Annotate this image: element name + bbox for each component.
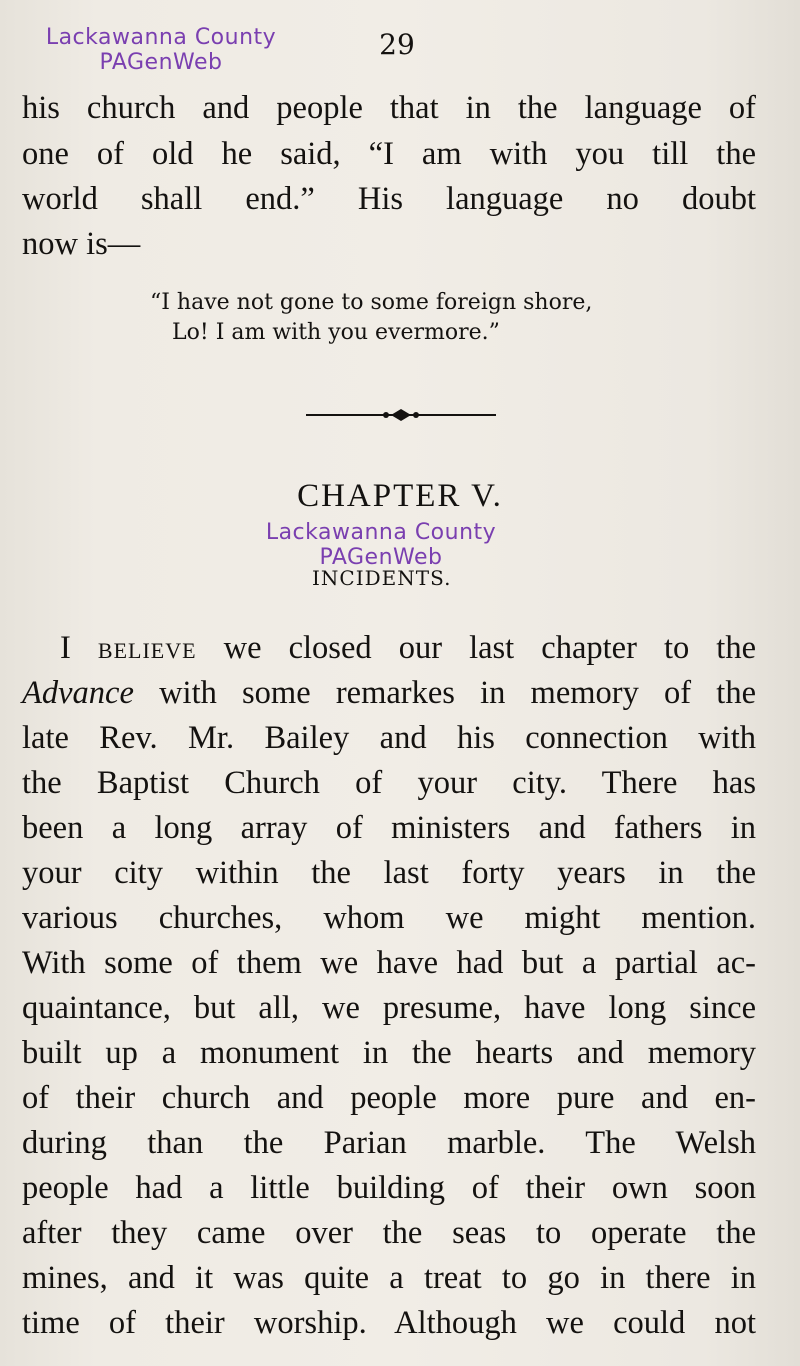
text-line: been a long array of ministers and fathers in (22, 810, 756, 846)
watermark-line: PAGenWeb (99, 50, 223, 75)
chapter-title: CHAPTER V. (297, 478, 503, 514)
text-line: your city within the last forty years in the (22, 855, 756, 891)
text-line: after they came over the seas to operate the (22, 1215, 756, 1251)
section-divider-ornament (306, 403, 496, 427)
text-line: quaintance, but all, we presume, have long since (22, 990, 756, 1026)
watermark-line: Lackawanna County (45, 25, 277, 50)
text-line: built up a monument in the hearts and memory (22, 1035, 756, 1071)
text-line: people had a little building of their own soon (22, 1170, 756, 1206)
watermark-top (30, 25, 292, 75)
text-line: With some of them we have had but a partial ac- (22, 945, 756, 981)
chapter-subtitle: INCIDENTS. (312, 566, 452, 590)
page-number: 29 (379, 28, 415, 61)
text-line: now is— (22, 226, 141, 262)
text-line: mines, and it was quite a treat to go in there in (22, 1260, 756, 1296)
text-line: time of their worship. Although we could not (22, 1305, 756, 1341)
text-line: the Baptist Church of your city. There has (22, 765, 756, 801)
text-line: world shall end.” His language no doubt (22, 181, 756, 217)
watermark-middle (250, 520, 512, 570)
text-line: various churches, whom we might mention. (22, 900, 756, 936)
poem-line: “I have not gone to some foreign shore, (150, 290, 593, 315)
text-line: one of old he said, “I am with you till the (22, 136, 756, 172)
text-line: during than the Parian marble. The Welsh (22, 1125, 756, 1161)
text-line: of their church and people more pure and en- (22, 1080, 756, 1116)
watermark-line: PAGenWeb (319, 545, 443, 570)
drop-initial: I (60, 630, 71, 666)
text-line (22, 675, 756, 711)
line-text: with some remarkes in memory of the (159, 675, 757, 711)
text-line: his church and people that in the language of (22, 90, 756, 126)
text-line: late Rev. Mr. Bailey and his connection with (22, 720, 756, 756)
small-caps-word: BELIEVE (97, 638, 197, 663)
watermark-line: Lackawanna County (265, 520, 497, 545)
line-text: we closed our last chapter to the (223, 630, 757, 666)
poem-line: Lo! I am with you evermore.” (172, 320, 500, 345)
text-line-first (60, 630, 756, 669)
italic-title: Advance (22, 675, 134, 711)
